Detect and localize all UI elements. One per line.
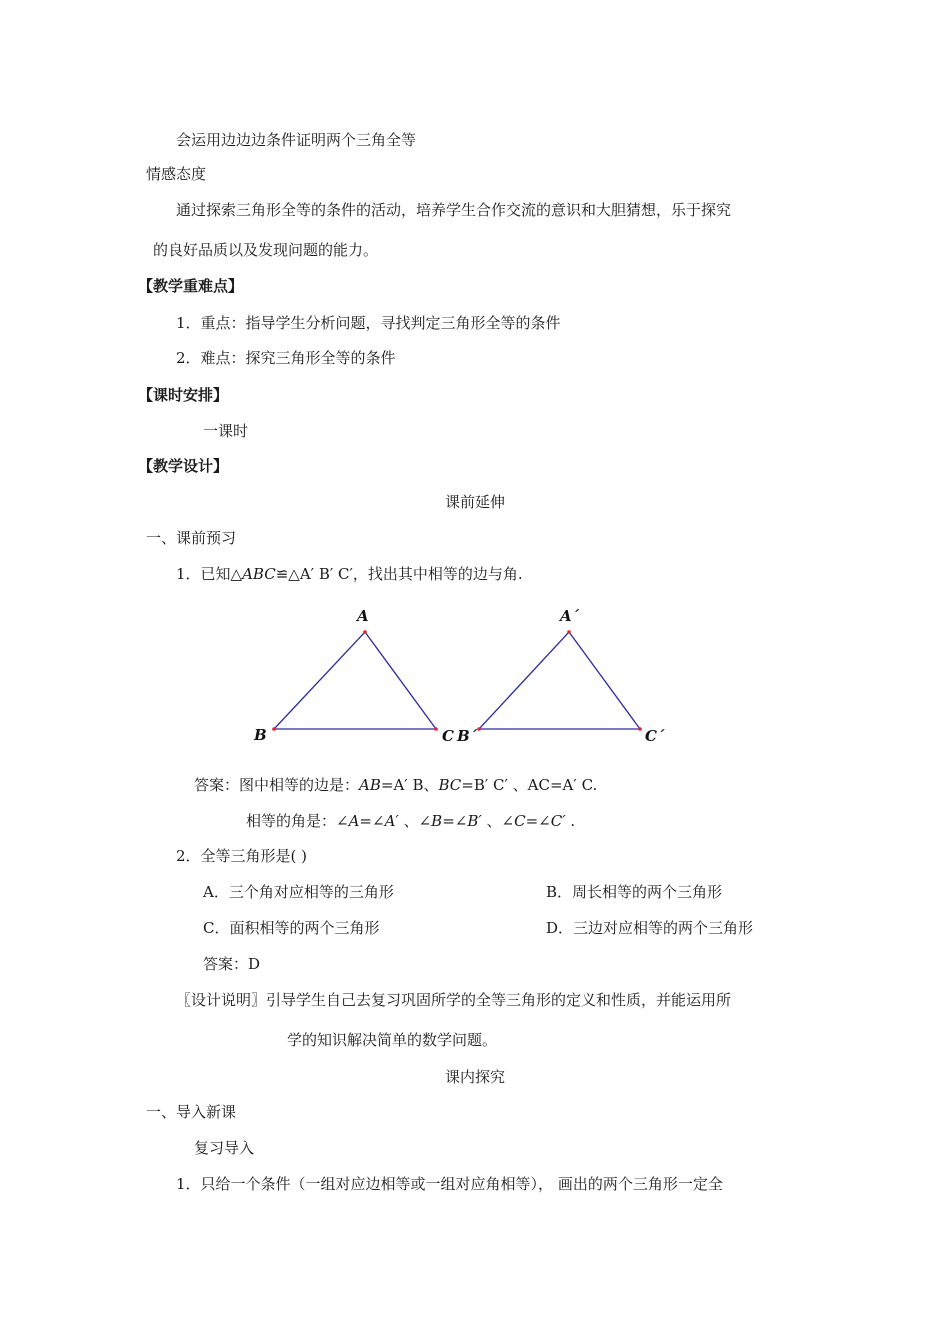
question-2: 2．全等三角形是( ) — [176, 847, 308, 865]
schedule-value: 一课时 — [203, 422, 249, 440]
vertex-point-c-prime — [638, 727, 642, 731]
option-b: B．周长相等的两个三角形 — [546, 883, 723, 901]
question-1-prefix: 1．已知△ — [176, 565, 243, 583]
key-point-1: 1．重点：指导学生分析问题，寻找判定三角形全等的条件 — [176, 314, 561, 332]
side-bc: BC — [438, 776, 462, 794]
vertex-label-a-prime: A´ — [560, 607, 580, 625]
side-ab-eq: =A′ B、 — [380, 776, 439, 794]
pre-class-title: 课前延伸 — [444, 493, 505, 511]
option-a: A．三个角对应相等的三角形 — [203, 883, 394, 901]
emotion-paragraph-line2: 的良好品质以及发现问题的能力。 — [153, 241, 379, 259]
angle-sep-2: 、∠ — [481, 812, 515, 830]
option-d: D．三边对应相等的两个三角形 — [546, 919, 754, 937]
angle-c-eq: =∠ — [525, 812, 551, 830]
angle-a: A — [348, 812, 360, 830]
vertex-point-b — [272, 727, 276, 731]
angle-sep-1: 、∠ — [398, 812, 432, 830]
side-bc-eq: =B′ C′ 、AC=A′ C. — [461, 776, 598, 794]
vertex-label-c-prime: C´ — [645, 727, 665, 745]
option-c: C．面积相等的两个三角形 — [203, 919, 380, 937]
review-intro: 复习导入 — [194, 1139, 255, 1157]
side-ab: AB — [359, 776, 381, 794]
emotion-paragraph-line1: 通过探索三角形全等的条件的活动，培养学生合作交流的意识和大胆猜想，乐于探究 — [176, 201, 732, 219]
angles-prefix: 相等的角是：∠ — [246, 812, 349, 830]
key-point-2: 2．难点：探究三角形全等的条件 — [176, 349, 396, 367]
answer-1-angles — [246, 811, 575, 831]
angle-c: C — [514, 812, 526, 830]
triangle-abc-prime — [456, 607, 665, 745]
emotion-attitude-heading: 情感态度 — [146, 165, 207, 183]
triangle-abc-outline — [274, 632, 436, 729]
triangle-abc — [253, 607, 454, 745]
design-note-line2: 学的知识解决简单的数学问题。 — [287, 1031, 498, 1049]
angle-a-eq: =∠ — [359, 812, 385, 830]
vertex-point-a-prime — [567, 630, 571, 634]
schedule-heading: 【课时安排】 — [138, 386, 229, 404]
key-points-heading: 【教学重难点】 — [138, 277, 244, 295]
angle-b-eq: =∠ — [442, 812, 468, 830]
question-3: 1．只给一个条件（一组对应边相等或一组对应角相等）， 画出的两个三角形一定全 — [176, 1175, 723, 1193]
vertex-label-c: C — [442, 727, 454, 745]
intro-heading: 一、导入新课 — [146, 1103, 237, 1121]
vertex-label-a: A — [357, 607, 369, 625]
answer-1-prefix: 答案：图中相等的边是： — [194, 776, 360, 794]
preview-heading: 一、课前预习 — [146, 529, 237, 547]
answer-2: 答案：D — [203, 955, 261, 973]
vertex-point-a — [363, 630, 367, 634]
design-heading: 【教学设计】 — [138, 457, 229, 475]
vertex-point-b-prime — [477, 727, 481, 731]
answer-1-sides — [194, 775, 597, 795]
objective-line: 会运用边边边条件证明两个三角全等 — [176, 131, 417, 149]
angle-c-prime: C′ — [550, 812, 566, 830]
vertex-label-b: B — [254, 726, 267, 744]
question-1-abc: ABC — [242, 565, 276, 583]
vertex-point-c — [434, 727, 438, 731]
angle-a-prime: A′ — [384, 812, 399, 830]
angle-b: B — [431, 812, 443, 830]
angle-b-prime: B′ — [467, 812, 482, 830]
in-class-title: 课内探究 — [444, 1068, 505, 1086]
angles-end: . — [565, 812, 576, 830]
triangle-abc-prime-outline — [479, 632, 640, 729]
question-1-rest: ≌△A′ B′ C′，找出其中相等的边与角. — [275, 565, 523, 583]
vertex-label-b-prime: B´ — [457, 727, 478, 745]
design-note-line1: 〖设计说明〗引导学生自己去复习巩固所学的全等三角形的定义和性质，并能运用所 — [176, 991, 732, 1009]
